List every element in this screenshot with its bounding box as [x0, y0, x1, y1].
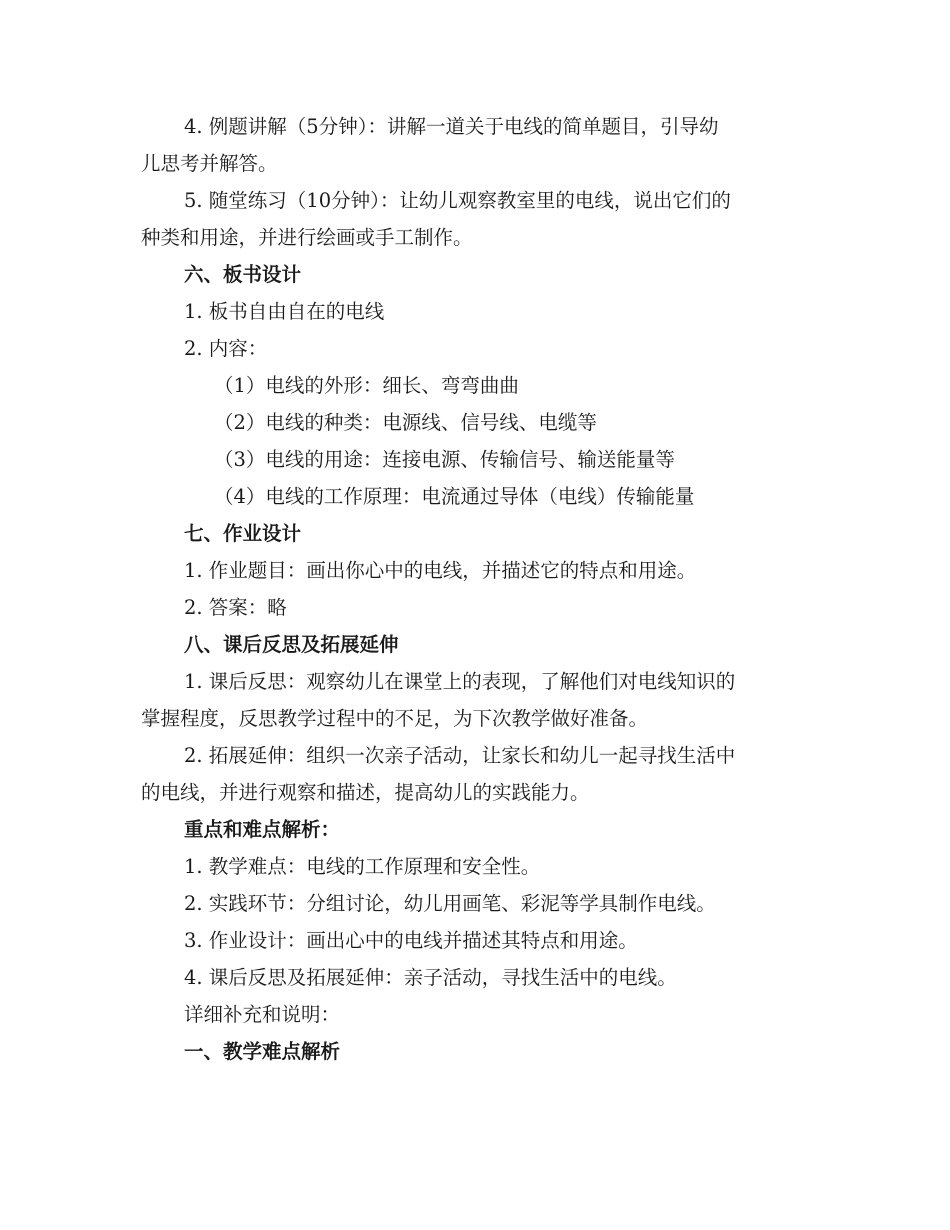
- text-line: 2. 实践环节：分组讨论，幼儿用画笔、彩泥等学具制作电线。: [184, 892, 716, 915]
- text-line: 1. 教学难点：电线的工作原理和安全性。: [184, 855, 541, 878]
- sub-item: （3）电线的用途：连接电源、传输信号、输送能量等: [214, 448, 675, 471]
- text-line: 5. 随堂练习（10分钟）：让幼儿观察教室里的电线，说出它们的: [184, 189, 731, 212]
- text-line: 2. 拓展延伸：组织一次亲子活动，让家长和幼儿一起寻找生活中: [184, 744, 736, 767]
- text-line: 1. 板书自由自在的电线: [184, 300, 385, 323]
- text-line: 1. 课后反思：观察幼儿在课堂上的表现，了解他们对电线知识的: [184, 670, 736, 693]
- section-heading: 六、板书设计: [184, 263, 302, 286]
- section-heading: 一、教学难点解析: [184, 1040, 341, 1063]
- text-line: 儿思考并解答。: [141, 152, 278, 175]
- text-line: 4. 课后反思及拓展延伸：亲子活动，寻找生活中的电线。: [184, 966, 677, 989]
- sub-item: （4）电线的工作原理：电流通过导体（电线）传输能量: [214, 485, 695, 508]
- sub-item: （1）电线的外形：细长、弯弯曲曲: [214, 374, 519, 397]
- document-body: [141, 108, 813, 1070]
- text-line: 1. 作业题目：画出你心中的电线，并描述它的特点和用途。: [184, 559, 697, 582]
- text-line: 2. 内容：: [184, 337, 268, 360]
- text-line: 的电线，并进行观察和描述，提高幼儿的实践能力。: [141, 781, 590, 804]
- section-heading: 重点和难点解析：: [184, 818, 341, 841]
- text-line: 4. 例题讲解（5分钟）：讲解一道关于电线的简单题目，引导幼: [184, 115, 719, 138]
- text-line: 2. 答案：略: [184, 596, 287, 619]
- text-line: 掌握程度，反思教学过程中的不足，为下次教学做好准备。: [141, 707, 649, 730]
- text-line: 详细补充和说明：: [184, 1003, 341, 1026]
- sub-item: （2）电线的种类：电源线、信号线、电缆等: [214, 411, 597, 434]
- text-line: 3. 作业设计：画出心中的电线并描述其特点和用途。: [184, 929, 638, 952]
- section-heading: 八、课后反思及拓展延伸: [184, 633, 399, 656]
- section-heading: 七、作业设计: [184, 522, 302, 545]
- text-line: 种类和用途，并进行绘画或手工制作。: [141, 226, 473, 249]
